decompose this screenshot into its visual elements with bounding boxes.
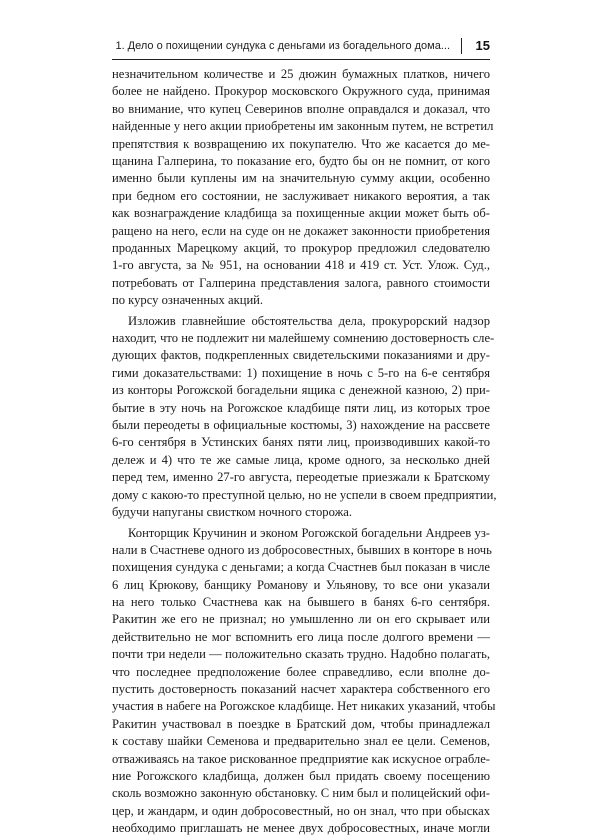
text-line: что последнее предположение более справедливо, если вполне до- — [112, 664, 490, 679]
text-line: цер, и жандарм, и один добросовестный, но он знал, что при обысках — [112, 803, 490, 818]
paragraph — [112, 66, 494, 309]
text-line: перед тем, именно 27-го августа, переодетые приезжали к Братскому — [112, 470, 490, 485]
text-line: бытие в эту ночь на Рогожское кладбище пяти лиц, из которых трое — [112, 400, 490, 415]
text-line: нали в Счастневе одного из добросовестных, бывших в конторе в ночь — [112, 542, 492, 557]
text-line: более не найдено. Прокурор московского Окружного суда, принимая — [112, 84, 490, 99]
body-text — [112, 66, 497, 838]
text-line: Конторщик Кручинин и эконом Рогожской богадельни Андреев уз- — [128, 525, 490, 540]
text-line: действительно не мог вспомнить его лица после долгого времени — — [112, 629, 490, 644]
text-line: находит, что не подлежит ни малейшему сомнению достоверность сле- — [112, 331, 495, 346]
text-line: 6-го сентября в Устинских банях пяти лиц, производивших какой-то — [112, 435, 490, 450]
paragraph — [112, 525, 496, 838]
text-line: Ракитин же его не признал; но умышленно ли он его скрывает или — [112, 612, 490, 627]
text-line: 6 лиц Крюкову, банщику Романову и Ульянову, то все они указали — [112, 577, 490, 592]
text-line: похищения сундука с деньгами; а когда Счастнев был показан в числе — [112, 560, 490, 575]
text-line: дележ и 4) что те же самые лица, кроме одного, за несколько дней — [112, 452, 490, 467]
text-line: 1-го августа, за № 951, на основании 418 и 419 ст. Уст. Улож. Суд., — [112, 258, 490, 273]
text-line: Изложив главнейшие обстоятельства дела, прокурорский надзор — [128, 313, 490, 328]
text-line: гими доказательствами: 1) похищение в ночь с 5-го на 6-е сентября — [112, 365, 490, 380]
text-line: почти три недели — положительно сказать трудно. Надобно полагать, — [112, 647, 490, 662]
text-line: отваживаясь на такое рискованное предприятие как искусное ограбле- — [112, 751, 490, 766]
text-line: при бедном его состоянии, не заслуживает никакого вероятия, а так — [112, 188, 490, 203]
text-line: потребовать от Галперина представления залога, равного стоимости — [112, 275, 490, 290]
text-line: ращено на него, если на суде он не докажет законности приобретения — [112, 223, 490, 238]
text-line: дующих фактов, подкрепленных свидетельскими показаниями и дру- — [112, 348, 490, 363]
text-line: во внимание, что купец Северинов вполне оправдался и доказал, что — [112, 101, 490, 116]
page-number: 15 — [475, 38, 490, 53]
text-line: дому с какою-то преступной целью, но не успели в своем предприятии, — [112, 487, 497, 502]
text-line: будучи напуганы свистком ночного сторожа. — [112, 504, 353, 519]
text-line: были переодеты в официальные костюмы, 3) нахождение на рассвете — [112, 418, 490, 432]
text-line: незначительном количестве и 25 дюжин бумажных платков, ничего — [112, 67, 490, 81]
text-line: Ракитин участвовал в поездке в Братский дом, чтобы принадлежал — [112, 716, 490, 731]
text-line: сколь возможно законную обстановку. С ним был и полицейский офи- — [112, 786, 490, 801]
paragraph — [112, 313, 497, 522]
text-line: найденные у него акции приобретены им законным путем, не встретил — [112, 119, 494, 134]
text-line: проданных Марецкому акций, то прокурор предложил следователю — [112, 240, 490, 255]
text-line: из конторы Рогожской богадельни ящика с денежной казною, 2) при- — [112, 383, 490, 398]
running-header — [112, 38, 490, 60]
text-line: ние Рогожского кладбища, должен был придать своему посещению — [112, 769, 490, 783]
text-line: по курсу означенных акций. — [112, 293, 264, 308]
header-divider — [461, 38, 462, 54]
text-line: к составу шайки Семенова и предварительно знал ее цели. Семенов, — [112, 734, 490, 749]
text-line: препятствия к возвращению их покупателю. Что же касается до ме- — [112, 136, 490, 151]
text-line: необходимо приглашать не менее двух добросовестных, иначе могли — [112, 821, 490, 836]
text-line: участия в набеге на Рогожское кладбище. Нет никаких указаний, чтобы — [112, 699, 496, 714]
text-line: на него только Счастнева как на бывшего в банях 6-го сентября. — [112, 595, 490, 610]
text-line: как вознаграждение кладбища за похищенные акции может быть об- — [112, 206, 490, 221]
text-line: щанина Галперина, то показание его, будто бы он не помнит, от кого — [112, 153, 490, 168]
text-line: именно были куплены им на значительную сумму акции, особенно — [112, 171, 490, 186]
running-title: 1. Дело о похищении сундука с деньгами из богадельного дома... — [115, 40, 450, 52]
text-line: пустить достоверность показаний насчет характера собственного его — [112, 682, 490, 697]
